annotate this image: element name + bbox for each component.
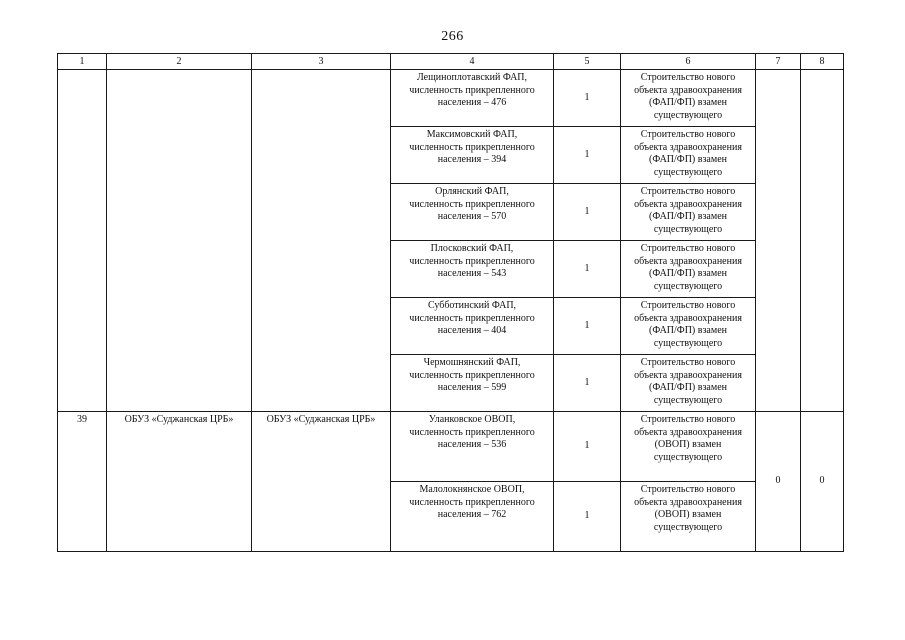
action-line: объекта здравоохранения bbox=[634, 255, 742, 267]
action-cell bbox=[621, 482, 756, 552]
action-line: объекта здравоохранения bbox=[634, 84, 742, 96]
action-line: Строительство нового bbox=[640, 300, 736, 311]
organization-cell: ОБУЗ «Суджанская ЦРБ» bbox=[107, 412, 252, 552]
action-cell bbox=[621, 241, 756, 298]
page-number: 266 bbox=[441, 29, 464, 44]
column-header: 5 bbox=[554, 54, 621, 70]
facility-line: численность прикрепленного bbox=[409, 198, 535, 210]
column-number-row bbox=[58, 54, 844, 70]
action-cell bbox=[621, 412, 756, 482]
facility-line: населения – 404 bbox=[437, 325, 507, 336]
action-line: существующего bbox=[653, 394, 723, 406]
action-line: (ФАП/ФП) взамен bbox=[648, 382, 727, 393]
action-line: Строительство нового bbox=[640, 414, 736, 425]
column-header: 8 bbox=[801, 54, 844, 70]
cell-organization-empty bbox=[107, 70, 252, 412]
action-line: Строительство нового bbox=[640, 243, 736, 254]
facility-line: населения – 543 bbox=[437, 268, 507, 279]
action-line: (ФАП/ФП) взамен bbox=[648, 211, 727, 222]
count-cell: 1 bbox=[554, 355, 621, 412]
cell-number-empty bbox=[58, 70, 107, 412]
column-header: 1 bbox=[58, 54, 107, 70]
col7-value-cell: 0 bbox=[756, 412, 801, 552]
facility-line: Плосковский ФАП, bbox=[430, 243, 514, 254]
count-cell: 1 bbox=[554, 412, 621, 482]
facility-line: численность прикрепленного bbox=[409, 369, 535, 381]
action-line: существующего bbox=[653, 223, 723, 235]
facility-line: численность прикрепленного bbox=[409, 426, 535, 438]
action-line: (ОВОП) взамен bbox=[654, 439, 722, 450]
action-line: объекта здравоохранения bbox=[634, 369, 742, 381]
action-line: объекта здравоохранения bbox=[634, 141, 742, 153]
facility-cell bbox=[391, 355, 554, 412]
facility-line: Чермошнянский ФАП, bbox=[423, 357, 521, 368]
facility-cell bbox=[391, 412, 554, 482]
facility-line: Орлянский ФАП, bbox=[435, 186, 509, 197]
count-cell: 1 bbox=[554, 482, 621, 552]
facility-line: населения – 762 bbox=[437, 509, 507, 520]
facility-line: численность прикрепленного bbox=[409, 255, 535, 267]
action-line: существующего bbox=[653, 337, 723, 349]
facility-line: Максимовский ФАП, bbox=[426, 129, 518, 140]
action-line: объекта здравоохранения bbox=[634, 426, 742, 438]
table-row bbox=[58, 412, 844, 482]
cell-unit-empty bbox=[252, 70, 391, 412]
action-line: существующего bbox=[653, 521, 723, 533]
facility-cell bbox=[391, 127, 554, 184]
facility-cell bbox=[391, 241, 554, 298]
action-line: (ФАП/ФП) взамен bbox=[648, 97, 727, 108]
action-cell bbox=[621, 127, 756, 184]
action-line: Строительство нового bbox=[640, 186, 736, 197]
facility-line: Уланковское ОВОП, bbox=[428, 414, 516, 425]
facility-line: населения – 599 bbox=[437, 382, 507, 393]
action-cell bbox=[621, 184, 756, 241]
count-cell: 1 bbox=[554, 241, 621, 298]
column-header: 6 bbox=[621, 54, 756, 70]
action-line: объекта здравоохранения bbox=[634, 496, 742, 508]
cell-col8-empty bbox=[801, 70, 844, 412]
action-line: существующего bbox=[653, 451, 723, 463]
facility-line: населения – 570 bbox=[437, 211, 507, 222]
action-cell bbox=[621, 298, 756, 355]
unit-cell: ОБУЗ «Суджанская ЦРБ» bbox=[252, 412, 391, 552]
action-line: объекта здравоохранения bbox=[634, 312, 742, 324]
facility-line: Лещиноплотавский ФАП, bbox=[416, 72, 528, 83]
action-line: Строительство нового bbox=[640, 129, 736, 140]
action-line: Строительство нового bbox=[640, 484, 736, 495]
facility-cell bbox=[391, 70, 554, 127]
facilities-table bbox=[57, 53, 844, 552]
count-cell: 1 bbox=[554, 298, 621, 355]
facility-line: численность прикрепленного bbox=[409, 496, 535, 508]
column-header: 7 bbox=[756, 54, 801, 70]
action-line: (ФАП/ФП) взамен bbox=[648, 325, 727, 336]
action-line: существующего bbox=[653, 166, 723, 178]
action-line: (ОВОП) взамен bbox=[654, 509, 722, 520]
facility-cell bbox=[391, 298, 554, 355]
col8-value-cell: 0 bbox=[801, 412, 844, 552]
action-line: (ФАП/ФП) взамен bbox=[648, 268, 727, 279]
facility-line: численность прикрепленного bbox=[409, 84, 535, 96]
column-header: 4 bbox=[391, 54, 554, 70]
table-row bbox=[58, 70, 844, 127]
facility-line: населения – 476 bbox=[437, 97, 507, 108]
column-header: 2 bbox=[107, 54, 252, 70]
action-line: объекта здравоохранения bbox=[634, 198, 742, 210]
count-cell: 1 bbox=[554, 184, 621, 241]
action-line: (ФАП/ФП) взамен bbox=[648, 154, 727, 165]
action-line: Строительство нового bbox=[640, 72, 736, 83]
facility-cell bbox=[391, 184, 554, 241]
action-line: существующего bbox=[653, 280, 723, 292]
facility-line: численность прикрепленного bbox=[409, 141, 535, 153]
action-cell bbox=[621, 355, 756, 412]
facility-line: численность прикрепленного bbox=[409, 312, 535, 324]
row-number-cell: 39 bbox=[58, 412, 107, 552]
facility-cell bbox=[391, 482, 554, 552]
count-cell: 1 bbox=[554, 70, 621, 127]
action-cell bbox=[621, 70, 756, 127]
column-header: 3 bbox=[252, 54, 391, 70]
action-line: Строительство нового bbox=[640, 357, 736, 368]
facility-line: населения – 536 bbox=[437, 439, 507, 450]
facility-line: Субботинский ФАП, bbox=[427, 300, 517, 311]
action-line: существующего bbox=[653, 109, 723, 121]
facility-line: населения – 394 bbox=[437, 154, 507, 165]
count-cell: 1 bbox=[554, 127, 621, 184]
facility-line: Малолокнянское ОВОП, bbox=[419, 484, 525, 495]
cell-col7-empty bbox=[756, 70, 801, 412]
